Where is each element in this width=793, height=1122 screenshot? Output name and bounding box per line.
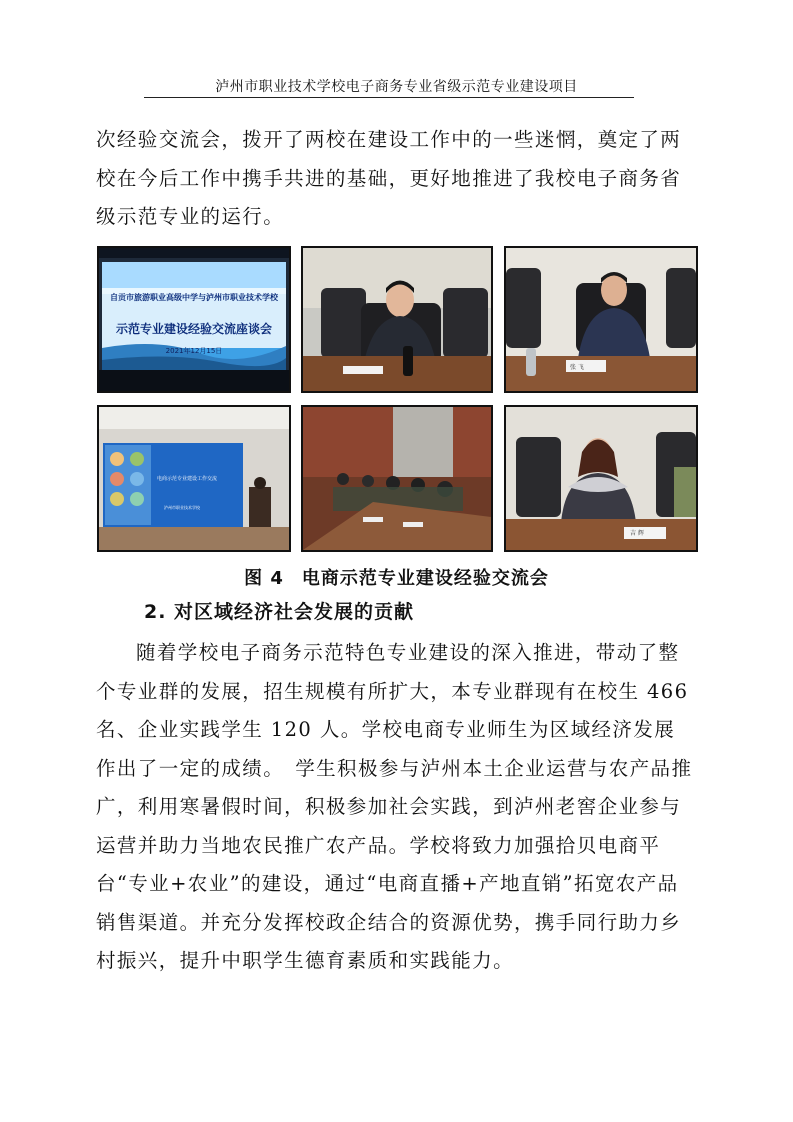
paragraph-bottom: 随着学校电子商务示范特色专业建设的深入推进，带动了整个专业群的发展，招生规模有所扩大，本专业群现有在校生 466 名、企业实践学生 120 人。学校电商专业师生为区域经济发展作出了一定的成绩。 学生积极参与泸州本土企业运营与农产品推广，利用寒暑假时间，积极参加社会实践，到泸州老窖企业参与运营并助力当地农民推广农产品。学校将致力加强拾贝电商平台“专业+农业”的建设，通过“电商直播+产地直销”拓宽农产品销售渠道。并充分发挥校政企结合的资源优势，携手同行助力乡村振兴，提升中职学生德育素质和实践能力。 xyxy=(96,641,693,972)
section-heading: 2. 对区域经济社会发展的贡献 xyxy=(144,601,415,623)
photo-woman-speaker xyxy=(504,405,698,552)
slide-line-2: 示范专业建设经验交流座谈会 xyxy=(115,322,272,336)
slide-date: 2021年12月15日 xyxy=(165,347,223,355)
photo-meeting-slide xyxy=(97,246,291,393)
photo-meeting-table xyxy=(301,405,493,552)
page-header-title: 泸州市职业技术学校电子商务专业省级示范专业建设项目 xyxy=(215,79,578,95)
figure-caption-text: 电商示范专业建设经验交流会 xyxy=(301,568,549,589)
screen-subtitle: 泸州市职业技术学校 xyxy=(164,505,200,510)
photo-grid xyxy=(0,0,793,560)
slide-line-1: 自贡市旅游职业高级中学与泸州市职业技术学校 xyxy=(110,293,278,302)
screen-title: 电商示范专业建设工作交流 xyxy=(157,476,218,482)
figure-caption-number: 图 4 xyxy=(244,568,284,589)
nameplate-1: 张 飞 xyxy=(570,364,584,371)
photo-speaker-with-nameplate xyxy=(504,246,698,393)
photo-presentation-screen xyxy=(97,405,291,552)
nameplate-2: 吉 辉 xyxy=(630,530,644,537)
paragraph-top: 次经验交流会，拨开了两校在建设工作中的一些迷惘，奠定了两校在今后工作中携手共进的基础，更好地推进了我校电子商务省级示范专业的运行。 xyxy=(96,128,682,228)
photo-speaker-man xyxy=(301,246,493,393)
figure-caption xyxy=(0,564,793,590)
